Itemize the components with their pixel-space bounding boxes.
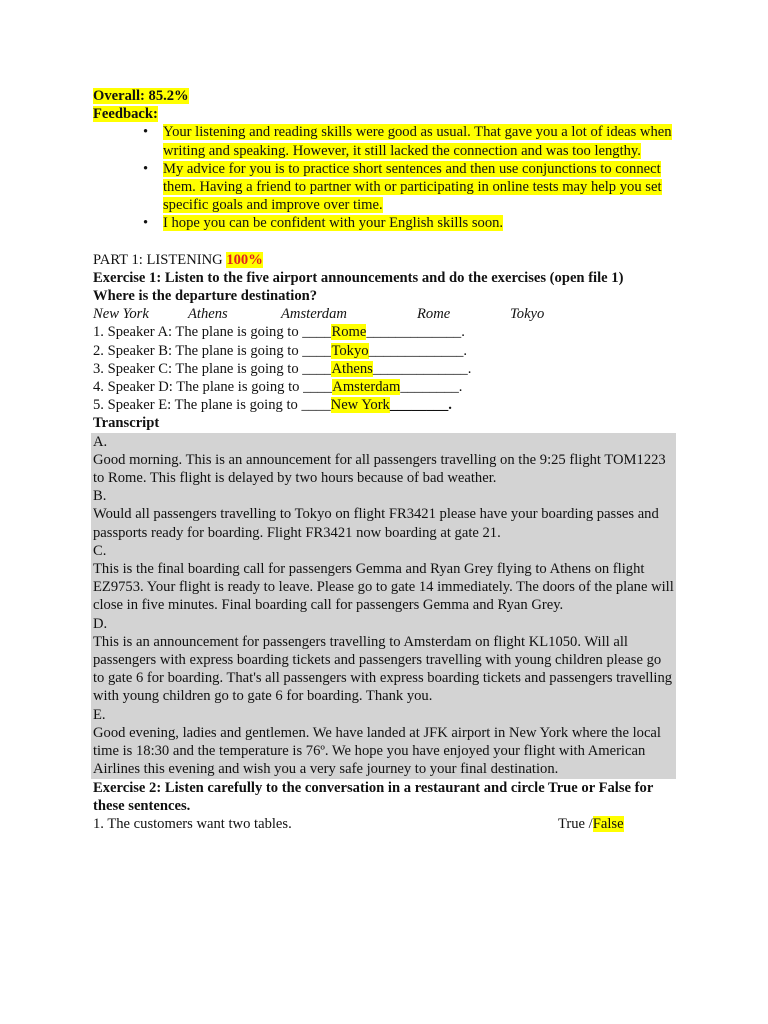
transcript-letter: C. <box>93 542 107 559</box>
bullet-icon: • <box>143 160 149 177</box>
selected-answer: False <box>592 815 624 832</box>
feedback-item: • My advice for you is to practice short sentences and then use conjunctions to connect them. Having a friend to partner with or participating in online tests may help you set specific goals and improve over time. <box>143 160 662 214</box>
bullet-icon: • <box>143 215 149 232</box>
transcript-letter: A. <box>93 433 108 450</box>
part1-score: 100% <box>226 251 263 268</box>
true-false-item <box>93 815 678 833</box>
transcript-letter: E. <box>93 706 106 723</box>
bullet-icon: • <box>143 124 149 141</box>
speaker-answer: Rome <box>331 324 367 341</box>
speaker-answer: New York <box>330 397 390 414</box>
exercise1-title: Exercise 1: Listen to the five airport announcements and do the exercises (open file 1) <box>93 269 624 286</box>
speaker-answer: Athens <box>331 360 373 377</box>
feedback-item: • I hope you can be confident with your English skills soon. <box>143 215 504 232</box>
transcript-text: This is an announcement for passengers travelling to Amsterdam on flight KL1050. Will all passengers with express boarding tickets and passengers travelling with young children please go to gate 6 for boarding. That's all passengers with express boarding tickets and passengers travelling with young children go to gate 6 for boarding. Thank you. <box>93 633 673 705</box>
feedback-list <box>93 123 678 232</box>
exercise1-question: Where is the departure destination? <box>93 288 318 305</box>
speaker-line: 1. Speaker A: The plane is going to ____Rome_____________. <box>93 324 465 341</box>
transcript-text: Would all passengers travelling to Tokyo on flight FR3421 please have your boarding passes and passports ready for boarding. Flight FR3421 now boarding at gate 21. <box>93 506 659 541</box>
overall-score: Overall: 85.2% <box>93 88 189 104</box>
part1-heading: PART 1: LISTENING 100% <box>93 251 263 268</box>
destination-option: Rome <box>417 306 451 323</box>
speaker-answer: Amsterdam <box>332 379 401 396</box>
feedback-item: • Your listening and reading skills were good as usual. That gave you a lot of ideas when writing and speaking. However, it still lacked the connection and was too lengthy. <box>143 124 672 159</box>
speaker-line: 2. Speaker B: The plane is going to ____Tokyo_____________. <box>93 342 468 359</box>
transcript-label: Transcript <box>93 415 160 432</box>
destination-options <box>93 305 678 323</box>
transcript-text: Good evening, ladies and gentlemen. We have landed at JFK airport in New York where the local time is 18:30 and the temperature is 76º. We hope you have enjoyed your flight with American Airlines this evening and wish you a very safe journey to your final destination. <box>93 724 661 778</box>
destination-option: Tokyo <box>510 306 545 323</box>
transcript-text: Good morning. This is an announcement for all passengers travelling on the 9:25 flight TOM1223 to Rome. This flight is delayed by two hours because of bad weather. <box>93 451 666 487</box>
exercise2-title: Exercise 2: Listen carefully to the conversation in a restaurant and circle True or False for these sentences. <box>93 779 654 814</box>
transcript-block <box>91 433 676 779</box>
destination-option: Athens <box>188 306 228 323</box>
true-false-question: 1. The customers want two tables. <box>93 815 292 832</box>
true-false-choice: True /False <box>558 815 624 832</box>
destination-option: New York <box>93 306 149 323</box>
transcript-text: This is the final boarding call for passengers Gemma and Ryan Grey flying to Athens on flight EZ9753. Your flight is ready to leave. Please go to gate 14 immediately. The doors of the plane will close in five minutes. Final boarding call for passengers Gemma and Ryan Grey. <box>93 561 674 614</box>
transcript-letter: B. <box>93 488 107 505</box>
document-content <box>93 87 678 833</box>
speaker-answer: Tokyo <box>331 342 369 359</box>
speaker-line: 5. Speaker E: The plane is going to ____New York________. <box>93 397 452 414</box>
transcript-letter: D. <box>93 615 108 632</box>
speaker-line: 3. Speaker C: The plane is going to ____Athens_____________. <box>93 360 472 377</box>
destination-option: Amsterdam <box>281 306 347 323</box>
speaker-line: 4. Speaker D: The plane is going to ____Amsterdam________. <box>93 379 463 396</box>
feedback-label: Feedback: <box>93 106 158 123</box>
